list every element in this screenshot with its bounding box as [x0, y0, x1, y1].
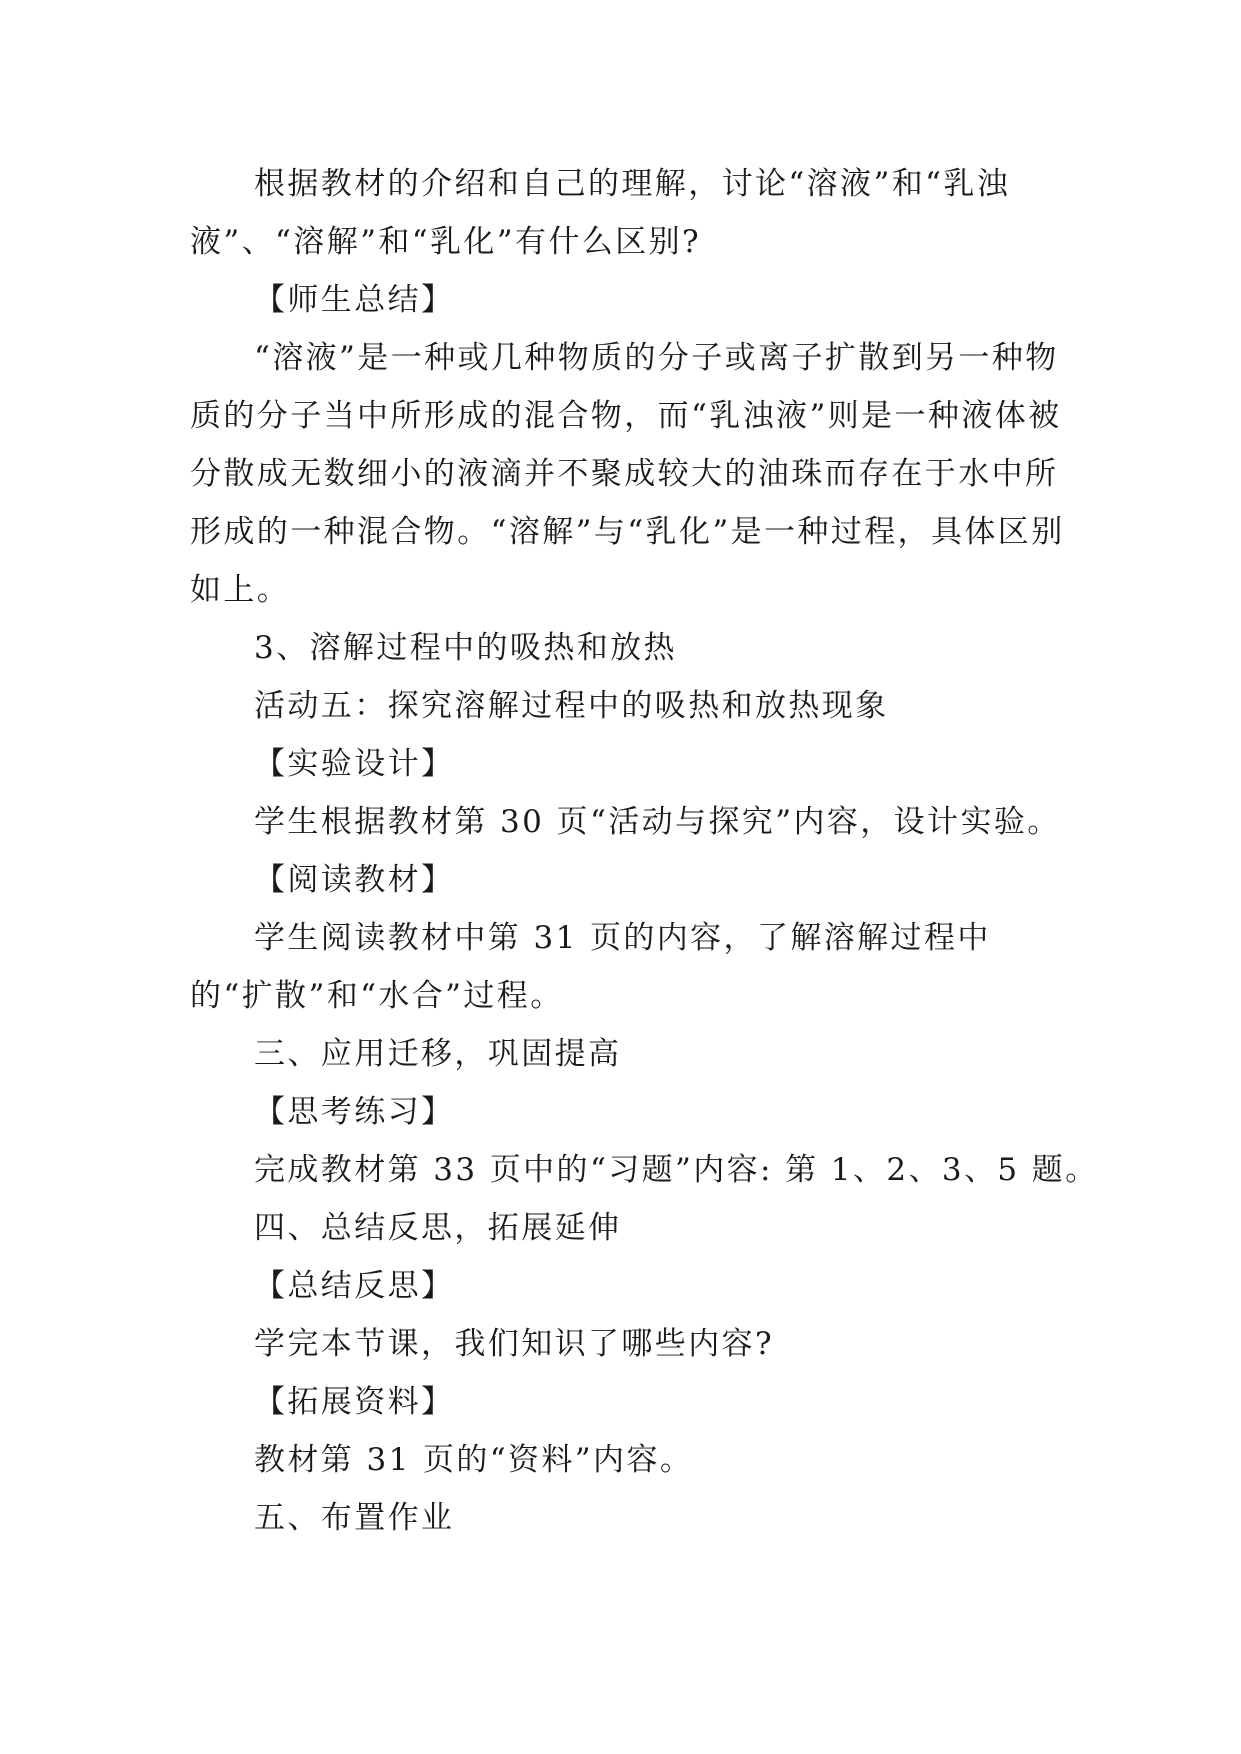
paragraph-summary-definition: “溶液”是一种或几种物质的分子或离子扩散到另一种物质的分子当中所形成的混合物，而“乳浊液”则是一种液体被分散成无数细小的液滴并不聚成较大的油珠而存在于水中所形成的一种混合物。“溶解”与“乳化”是一种过程，具体区别如上。: [190, 340, 1065, 608]
paragraph-reflection-question: 学完本节课，我们知识了哪些内容?: [254, 1326, 775, 1362]
section-label-practice: 【思考练习】: [254, 1094, 455, 1130]
heading-apply-and-consolidate: 三、应用迁移，巩固提高: [254, 1036, 622, 1072]
section-label-experiment-design: 【实验设计】: [254, 746, 455, 782]
document-body: [190, 155, 1099, 1547]
activity-five-title: 活动五：探究溶解过程中的吸热和放热现象: [254, 688, 889, 724]
section-label-read-textbook: 【阅读教材】: [254, 862, 455, 898]
heading-heat-in-dissolution: 3、溶解过程中的吸热和放热: [254, 630, 677, 666]
paragraph-discussion-question: 根据教材的介绍和自己的理解，讨论“溶液”和“乳浊液”、“溶解”和“乳化”有什么区别?: [190, 166, 1011, 260]
section-label-extension-material: 【拓展资料】: [254, 1384, 455, 1420]
paragraph-extension-material: 教材第 31 页的“资料”内容。: [254, 1442, 694, 1478]
section-label-summary-reflection: 【总结反思】: [254, 1268, 455, 1304]
paragraph-experiment-design: 学生根据教材第 30 页“活动与探究”内容，设计实验。: [254, 804, 1061, 840]
section-label-teacher-student-summary: 【师生总结】: [254, 282, 455, 318]
paragraph-read-textbook: 学生阅读教材中第 31 页的内容，了解溶解过程中的“扩散”和“水合”过程。: [190, 920, 991, 1014]
paragraph-practice: 完成教材第 33 页中的“习题”内容: 第 1、2、3、5 题。: [254, 1152, 1099, 1188]
heading-homework: 五、布置作业: [254, 1500, 455, 1536]
heading-summary-reflection: 四、总结反思，拓展延伸: [254, 1210, 622, 1246]
